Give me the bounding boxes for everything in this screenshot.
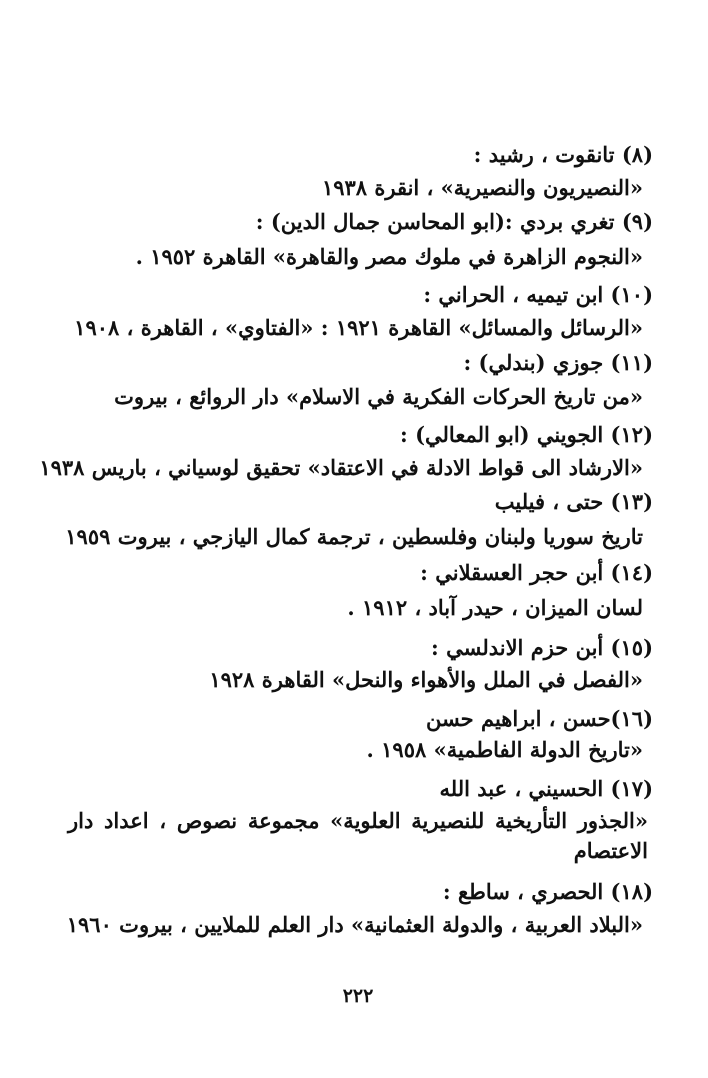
entry-18-body: «البلاد العربية ، والدولة العثمانية» دار العلم للملايين ، بيروت ١٩٦٠ (66, 912, 643, 937)
entry-18-heading: (١٨) الحصري ، ساطع : (442, 879, 653, 904)
entry-15-heading: (١٥) أبن حزم الاندلسي : (431, 635, 653, 660)
entry-8-heading: (٨) تانقوت ، رشيد : (473, 142, 653, 167)
entry-12-heading: (١٢) الجويني (ابو المعالي) : (400, 422, 653, 447)
page-number: ٢٢٢ (342, 985, 374, 1007)
entry-11-heading: (١١) جوزي (بندلي) : (463, 350, 653, 375)
entry-17-body: «الجذور التأريخية للنصيرية العلوية» مجموعة نصوص ، اعداد دار الاعتصام (68, 808, 648, 863)
entry-17-heading: (١٧) الحسيني ، عبد الله (439, 776, 653, 801)
entry-8-body: «النصيريون والنصيرية» ، انقرة ١٩٣٨ (321, 175, 643, 200)
entry-15-body: «الفصل في الملل والأهواء والنحل» القاهرة ١٩٢٨ (209, 667, 643, 692)
entry-9-body: «النجوم الزاهرة في ملوك مصر والقاهرة» القاهرة ١٩٥٢ . (135, 244, 643, 269)
entry-12-body: «الارشاد الى قواط الادلة في الاعتقاد» تحقيق لوسياني ، باريس ١٩٣٨ (39, 455, 643, 480)
entry-16-body: «تاريخ الدولة الفاطمية» ١٩٥٨ . (366, 737, 643, 762)
entry-14-body: لسان الميزان ، حيدر آباد ، ١٩١٢ . (347, 595, 643, 620)
entry-14-heading: (١٤) أبن حجر العسقلاني : (420, 560, 653, 585)
entry-10-heading: (١٠) ابن تيميه ، الحراني : (423, 282, 653, 307)
entry-9-heading: (٩) تغري بردي :(ابو المحاسن جمال الدين) : (255, 209, 653, 234)
entry-13-heading: (١٣) حتى ، فيليب (494, 489, 653, 514)
entry-11-body: «من تاريخ الحركات الفكرية في الاسلام» دار الروائع ، بيروت (114, 384, 643, 409)
entry-13-body: تاريخ سوريا ولبنان وفلسطين ، ترجمة كمال اليازجي ، بيروت ١٩٥٩ (65, 524, 643, 549)
entry-16-heading: (١٦)حسن ، ابراهيم حسن (425, 706, 653, 731)
entry-10-body: «الرسائل والمسائل» القاهرة ١٩٢١ : «الفتاوي» ، القاهرة ، ١٩٠٨ (74, 315, 643, 340)
